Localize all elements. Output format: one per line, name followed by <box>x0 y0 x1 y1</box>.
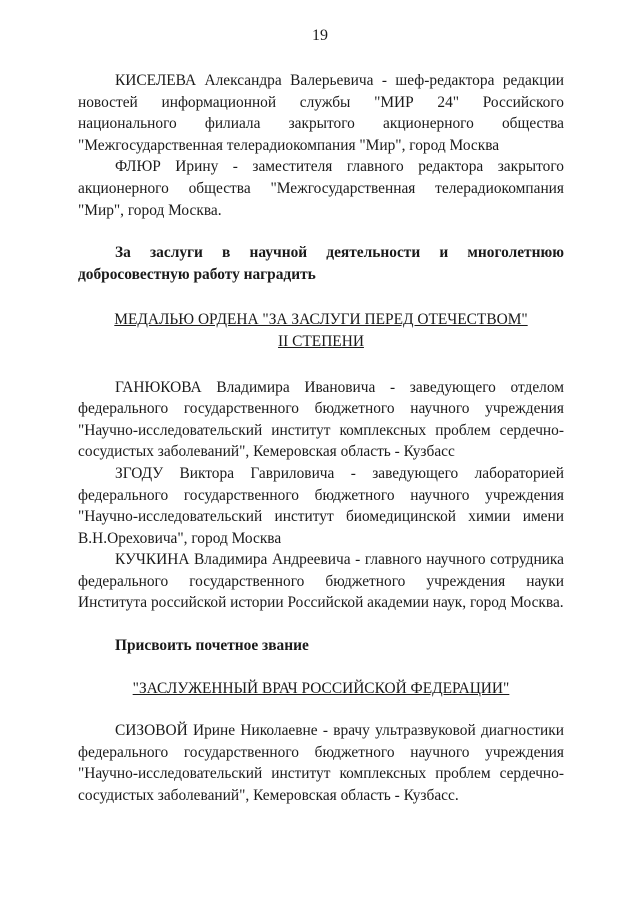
award-title-line: II СТЕПЕНИ <box>278 332 364 350</box>
award-recipient-paragraph: ГАНЮКОВА Владимира Ивановича - заведующего отделом федерального государственного бюджетного научного учреждения "Научно-исследовательский институт комплексных проблем сердечно-сосудистых заболеваний", Кемеровская область - Кузбасс <box>78 378 564 461</box>
award-recipient-paragraph: ФЛЮР Ирину - заместителя главного редактора закрытого акционерного общества "Межгосударственная телерадиокомпания "Мир", город Москва. <box>78 158 564 219</box>
award-recipient-paragraph: КИСЕЛЕВА Александра Валерьевича - шеф-редактора редакции новостей информационной службы "МИР 24" Российского национального филиала закрытого акционерного общества "Межгосударственная телерадиокомпания "Мир", город Москва <box>78 72 564 154</box>
document-body <box>78 70 564 807</box>
award-recipient-paragraph: ЗГОДУ Виктора Гавриловича - заведующего лабораторией федерального государственного бюджетного научного учреждения "Научно-исследовательский институт биомедицинской химии имени В.Н.Ореховича", город Москва <box>78 464 564 547</box>
honorary-title-intro: Присвоить почетное звание <box>115 637 309 655</box>
award-recipient-paragraph: КУЧКИНА Владимира Андреевича - главного научного сотрудника федерального государственного бюджетного учреждения науки Института российской истории Российской академии наук, город Москва. <box>78 551 564 612</box>
award-title-line: МЕДАЛЬЮ ОРДЕНА "ЗА ЗАСЛУГИ ПЕРЕД ОТЕЧЕСТВОМ" <box>114 311 528 329</box>
award-intro: За заслуги в научной деятельности и многолетнюю добросовестную работу наградить <box>78 244 564 283</box>
honorary-title-name: "ЗАСЛУЖЕННЫЙ ВРАЧ РОССИЙСКОЙ ФЕДЕРАЦИИ" <box>132 679 510 697</box>
page-number: 19 <box>312 27 328 44</box>
honorary-recipient-paragraph: СИЗОВОЙ Ирине Николаевне - врачу ультразвуковой диагностики федерального государственного бюджетного научного учреждения "Научно-исследовательский институт комплексных проблем сердечно-сосудистых заболеваний", Кемеровская область - Кузбасс. <box>78 722 564 805</box>
